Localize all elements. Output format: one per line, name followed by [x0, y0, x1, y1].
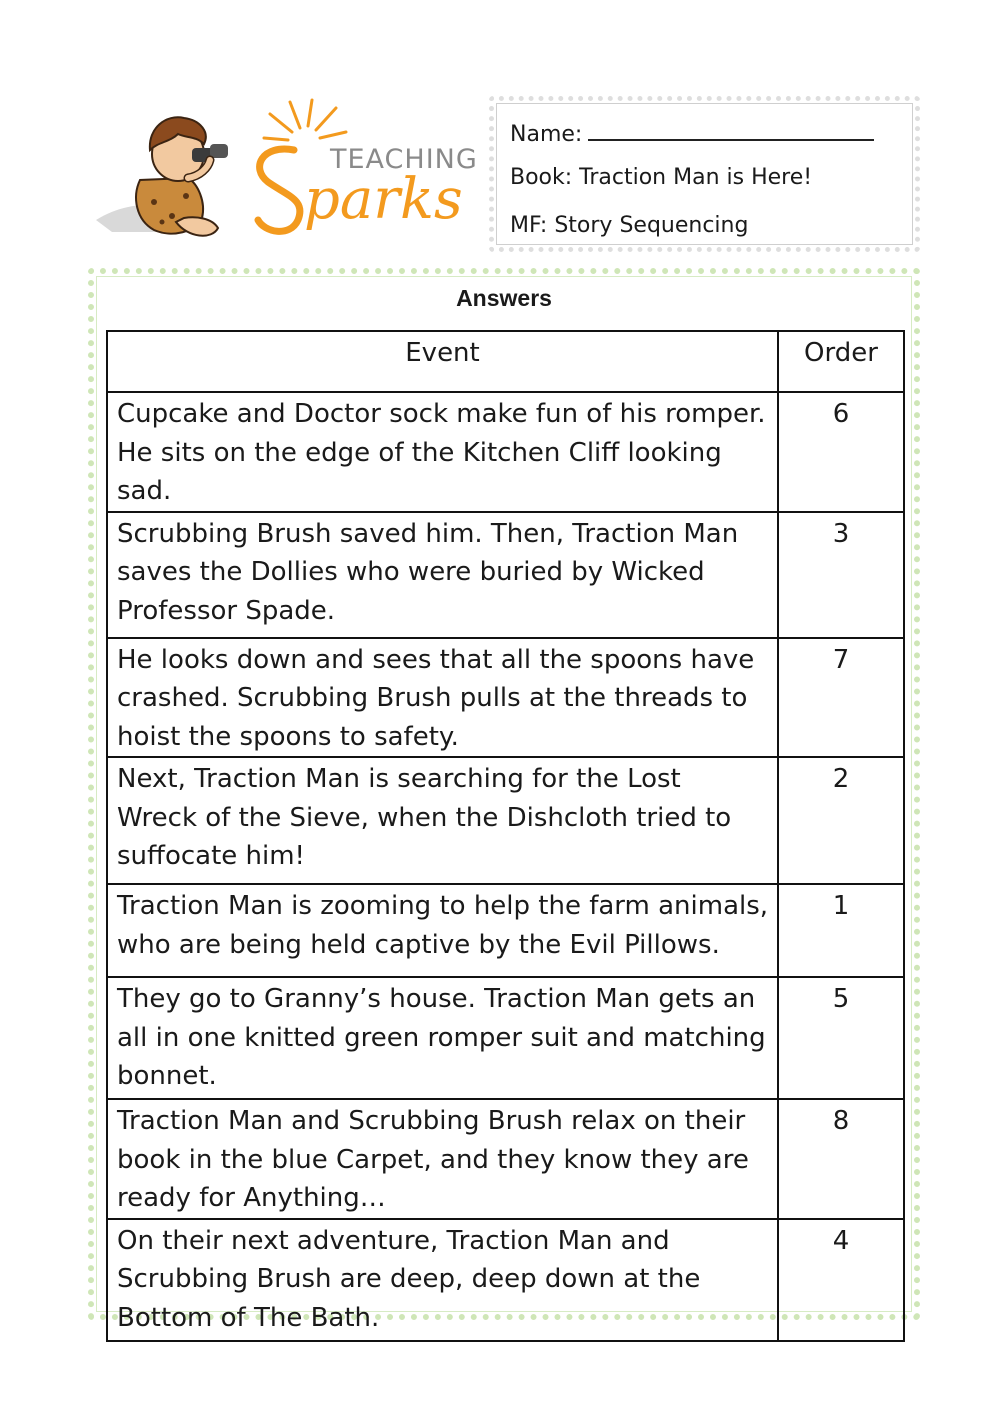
- table-row: [107, 392, 904, 512]
- mf-line: MF: Story Sequencing: [510, 213, 749, 238]
- table-row: [107, 638, 904, 758]
- order-cell: 2: [778, 757, 904, 884]
- table-row: [107, 757, 904, 884]
- event-cell: Traction Man and Scrubbing Brush relax on their book in the blue Carpet, and they know they are ready for Anything…: [107, 1099, 778, 1219]
- order-column-header: Order: [778, 331, 904, 392]
- event-cell: Scrubbing Brush saved him. Then, Traction Man saves the Dollies who were buried by Wicked Professor Spade.: [107, 512, 778, 638]
- event-cell: Traction Man is zooming to help the farm animals, who are being held captive by the Evil Pillows.: [107, 884, 778, 977]
- table-row: [107, 512, 904, 638]
- sparks-wordmark: parks: [304, 167, 463, 232]
- table-header-row: [107, 331, 904, 392]
- table-row: [107, 1099, 904, 1219]
- event-cell: On their next adventure, Traction Man and Scrubbing Brush are deep, deep down at the Bottom of The Bath.: [107, 1219, 778, 1341]
- event-cell: He looks down and sees that all the spoons have crashed. Scrubbing Brush pulls at the threads to hoist the spoons to safety.: [107, 638, 778, 758]
- event-column-header: Event: [107, 331, 778, 392]
- order-cell: 7: [778, 638, 904, 758]
- student-info-box: [489, 96, 920, 252]
- table-row: [107, 884, 904, 977]
- sequence-table: [106, 330, 905, 1342]
- name-field[interactable]: [510, 117, 874, 148]
- order-cell: 3: [778, 512, 904, 638]
- event-cell: Cupcake and Doctor sock make fun of his romper. He sits on the edge of the Kitchen Cliff looking sad.: [107, 392, 778, 512]
- event-cell: They go to Granny’s house. Traction Man gets an all in one knitted green romper suit and matching bonnet.: [107, 977, 778, 1099]
- teaching-wordmark: TEACHING: [330, 144, 478, 175]
- order-cell: 5: [778, 977, 904, 1099]
- event-cell: Next, Traction Man is searching for the Lost Wreck of the Sieve, when the Dishcloth tried to suffocate him!: [107, 757, 778, 884]
- order-cell: 4: [778, 1219, 904, 1341]
- answers-title: Answers: [456, 285, 552, 311]
- name-blank-line[interactable]: [588, 117, 874, 141]
- book-line: Book: Traction Man is Here!: [510, 165, 813, 190]
- order-cell: 6: [778, 392, 904, 512]
- table-row: [107, 977, 904, 1099]
- order-cell: 8: [778, 1099, 904, 1219]
- name-label: Name:: [510, 122, 583, 147]
- table-row: [107, 1219, 904, 1341]
- order-cell: 1: [778, 884, 904, 977]
